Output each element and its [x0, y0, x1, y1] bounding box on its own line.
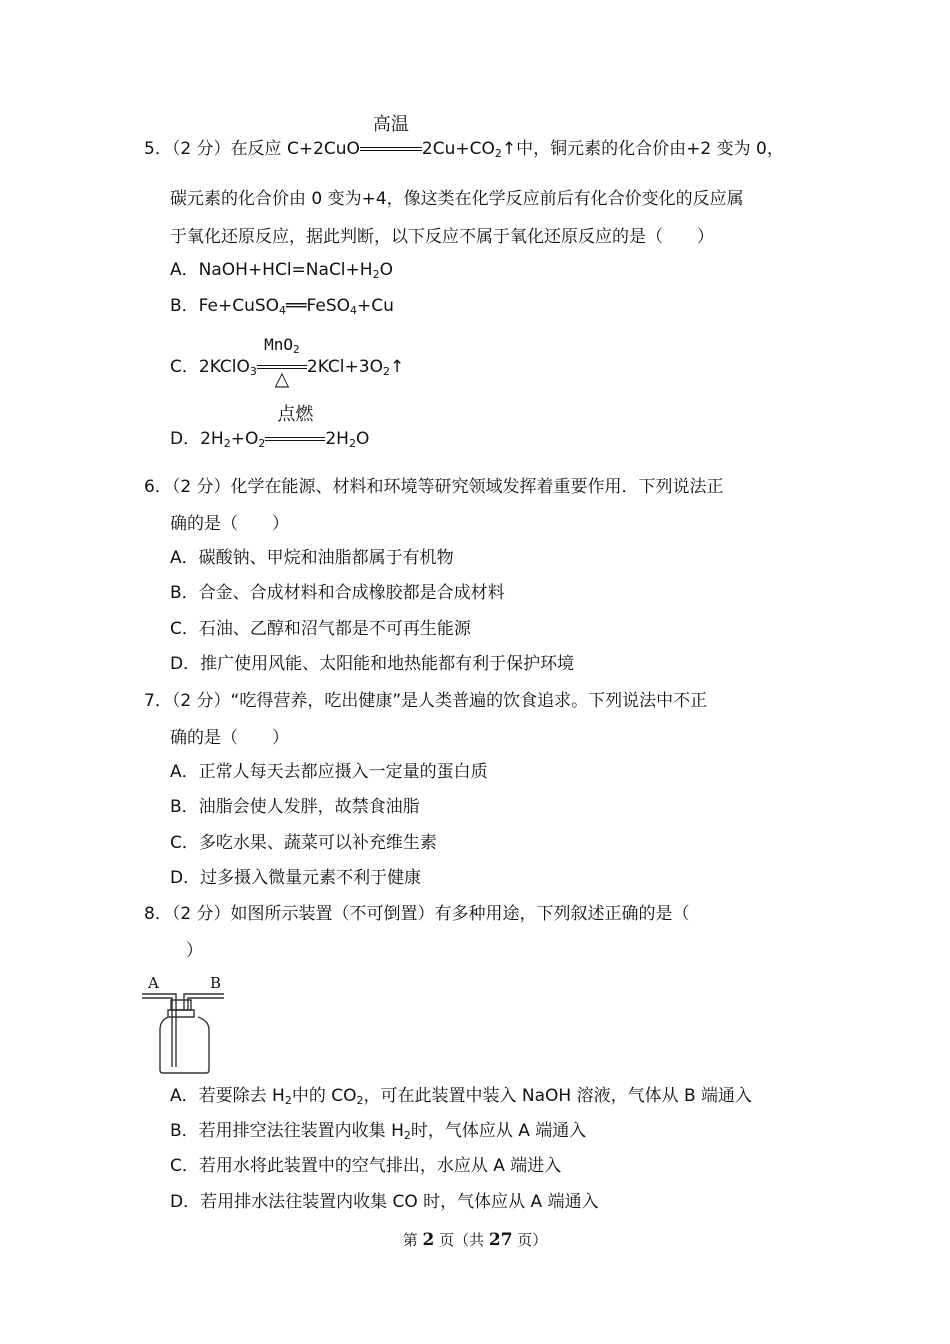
q5-option-d — [170, 404, 370, 455]
q7-line2: 确的是（ ） — [170, 728, 289, 748]
q5-option-c-catalyst-text: MnO — [264, 335, 294, 354]
q6-option-a: A．碳酸钠、甲烷和油脂都属于有机物 — [170, 548, 454, 568]
q5-score: （2 分） — [171, 139, 231, 159]
q8-option-a-text: A．若要除去 H — [170, 1086, 285, 1106]
q8-option-b-text: B．若用排空法往装置内收集 H — [170, 1121, 404, 1141]
q6-stem: （2 分）化学在能源、材料和环境等研究领域发挥着重要作用．下列说法正 — [171, 477, 724, 497]
q5-option-d-condition: 点燃 — [277, 404, 314, 425]
q5-text-a: 在反应 C+2CuO — [230, 139, 360, 159]
footer-suffix: 页） — [512, 1231, 548, 1249]
q5-option-d-sub1: 2 — [223, 437, 231, 450]
q5-number: 5． — [144, 139, 172, 159]
q5-option-c-heat: △ — [274, 368, 290, 390]
q5-option-a-text2: O — [379, 260, 393, 280]
q5-option-c-text3: ↑ — [389, 357, 405, 377]
q7-stem: （2 分）“吃得营养，吃出健康”是人类普遍的饮食追求。下列说法中不正 — [171, 691, 708, 711]
q8-option-d: D．若用排水法往装置内收集 CO 时，气体应从 A 端通入 — [170, 1192, 599, 1212]
gas-bottle-figure — [140, 972, 230, 1078]
q5-option-c-condition-arrow — [257, 335, 307, 390]
q5-option-c — [170, 335, 405, 390]
q5-line3: 于氧化还原反应，据此判断，以下反应不属于氧化还原反应的是（ ） — [170, 227, 714, 247]
q5-text-c: ↑中，铜元素的化合价由+2 变为 0， — [501, 139, 784, 159]
q7-option-b: B．油脂会使人发胖，故禁食油脂 — [170, 797, 420, 817]
q5-sub: 2 — [494, 147, 502, 160]
q8-option-b-text2: 时，气体应从 A 端通入 — [410, 1121, 587, 1141]
figure-label-a: A — [148, 974, 159, 992]
q8-option-a-sub2: 2 — [356, 1094, 364, 1107]
footer-page-number: 2 — [422, 1230, 435, 1250]
q8-option-a-text2: 中的 CO — [291, 1086, 357, 1106]
q7-option-c: C．多吃水果、蔬菜可以补充维生素 — [170, 833, 437, 853]
q6-line1 — [144, 476, 724, 498]
q5-option-c-sub1: 3 — [249, 365, 257, 378]
q5-option-a — [170, 259, 393, 286]
q5-option-d-condition-arrow — [265, 404, 325, 450]
q5-option-b — [170, 295, 394, 322]
q8-option-b-sub: 2 — [403, 1129, 411, 1142]
q5-option-d-label: D． — [170, 429, 201, 449]
figure-label-b: B — [210, 974, 222, 992]
q5-option-c-text: 2KClO — [198, 357, 250, 377]
q6-number: 6． — [144, 477, 172, 497]
q5-option-d-text4: O — [355, 429, 370, 449]
q6-option-b: B．合金、合成材料和合成橡胶都是合成材料 — [170, 583, 505, 603]
q7-line1 — [144, 690, 707, 712]
q5-option-a-label: A． — [170, 260, 199, 280]
q8-option-b — [170, 1120, 586, 1147]
q7-option-a: A．正常人每天去都应摄入一定量的蛋白质 — [170, 762, 488, 782]
q5-condition: 高温 — [372, 114, 409, 135]
q5-option-c-catalyst — [257, 334, 307, 361]
q5-option-b-label: B． — [170, 296, 199, 316]
q5-option-d-text: 2H — [200, 429, 224, 449]
q6-option-d: D．推广使用风能、太阳能和地热能都有利于保护环境 — [170, 654, 575, 674]
q8-stem: （2 分）如图所示装置（不可倒置）有多种用途，下列叙述正确的是（ — [171, 904, 690, 924]
page-footer — [0, 1229, 950, 1250]
q8-option-a-text3: ，可在此装置中装入 NaOH 溶液，气体从 B 端通入 — [363, 1086, 753, 1106]
footer-total-pages: 27 — [488, 1230, 513, 1250]
q5-option-b-equals: ══ — [286, 296, 307, 316]
q5-option-b-text2: FeSO — [306, 296, 351, 316]
q8-number: 8． — [144, 904, 172, 924]
q7-number: 7． — [144, 691, 172, 711]
footer-prefix: 第 — [402, 1231, 423, 1249]
q5-option-d-text2: +O — [230, 429, 259, 449]
q5-option-d-sub3: 2 — [348, 437, 356, 450]
q5-option-c-label: C． — [170, 357, 199, 377]
q5-option-d-sub2: 2 — [258, 437, 266, 450]
q5-line1 — [144, 114, 784, 165]
q5-text-b: 2Cu+CO — [421, 139, 495, 159]
q8-option-c: C．若用水将此装置中的空气排出，水应从 A 端进入 — [170, 1156, 562, 1176]
q8-line2: ） — [186, 941, 203, 961]
q5-option-b-text: Fe+CuSO — [198, 296, 280, 316]
q5-option-a-text: NaOH+HCl=NaCl+H — [198, 260, 373, 280]
q8-option-a — [170, 1085, 752, 1112]
q5-option-c-text2: 2KCl+3O — [306, 357, 383, 377]
q5-option-c-catalyst-sub: 2 — [293, 343, 300, 356]
q5-line2: 碳元素的化合价由 0 变为+4，像这类在化学反应前后有化合价变化的反应属 — [170, 189, 744, 209]
q8-option-a-sub: 2 — [284, 1094, 292, 1107]
q6-line2: 确的是（ ） — [170, 514, 289, 534]
q5-option-b-sub1: 4 — [279, 304, 287, 317]
q7-option-d: D．过多摄入微量元素不利于健康 — [170, 868, 422, 888]
q5-option-c-sub2: 2 — [382, 365, 390, 378]
q8-line1 — [144, 903, 690, 925]
q5-option-b-sub2: 4 — [350, 304, 358, 317]
q6-option-c: C．石油、乙醇和沼气都是不可再生能源 — [170, 619, 471, 639]
q5-condition-arrow — [360, 114, 422, 160]
q5-option-d-text3: 2H — [325, 429, 349, 449]
footer-middle: 页（共 — [434, 1231, 489, 1249]
q5-option-b-text3: +Cu — [357, 296, 394, 316]
q5-option-a-sub: 2 — [372, 268, 380, 281]
